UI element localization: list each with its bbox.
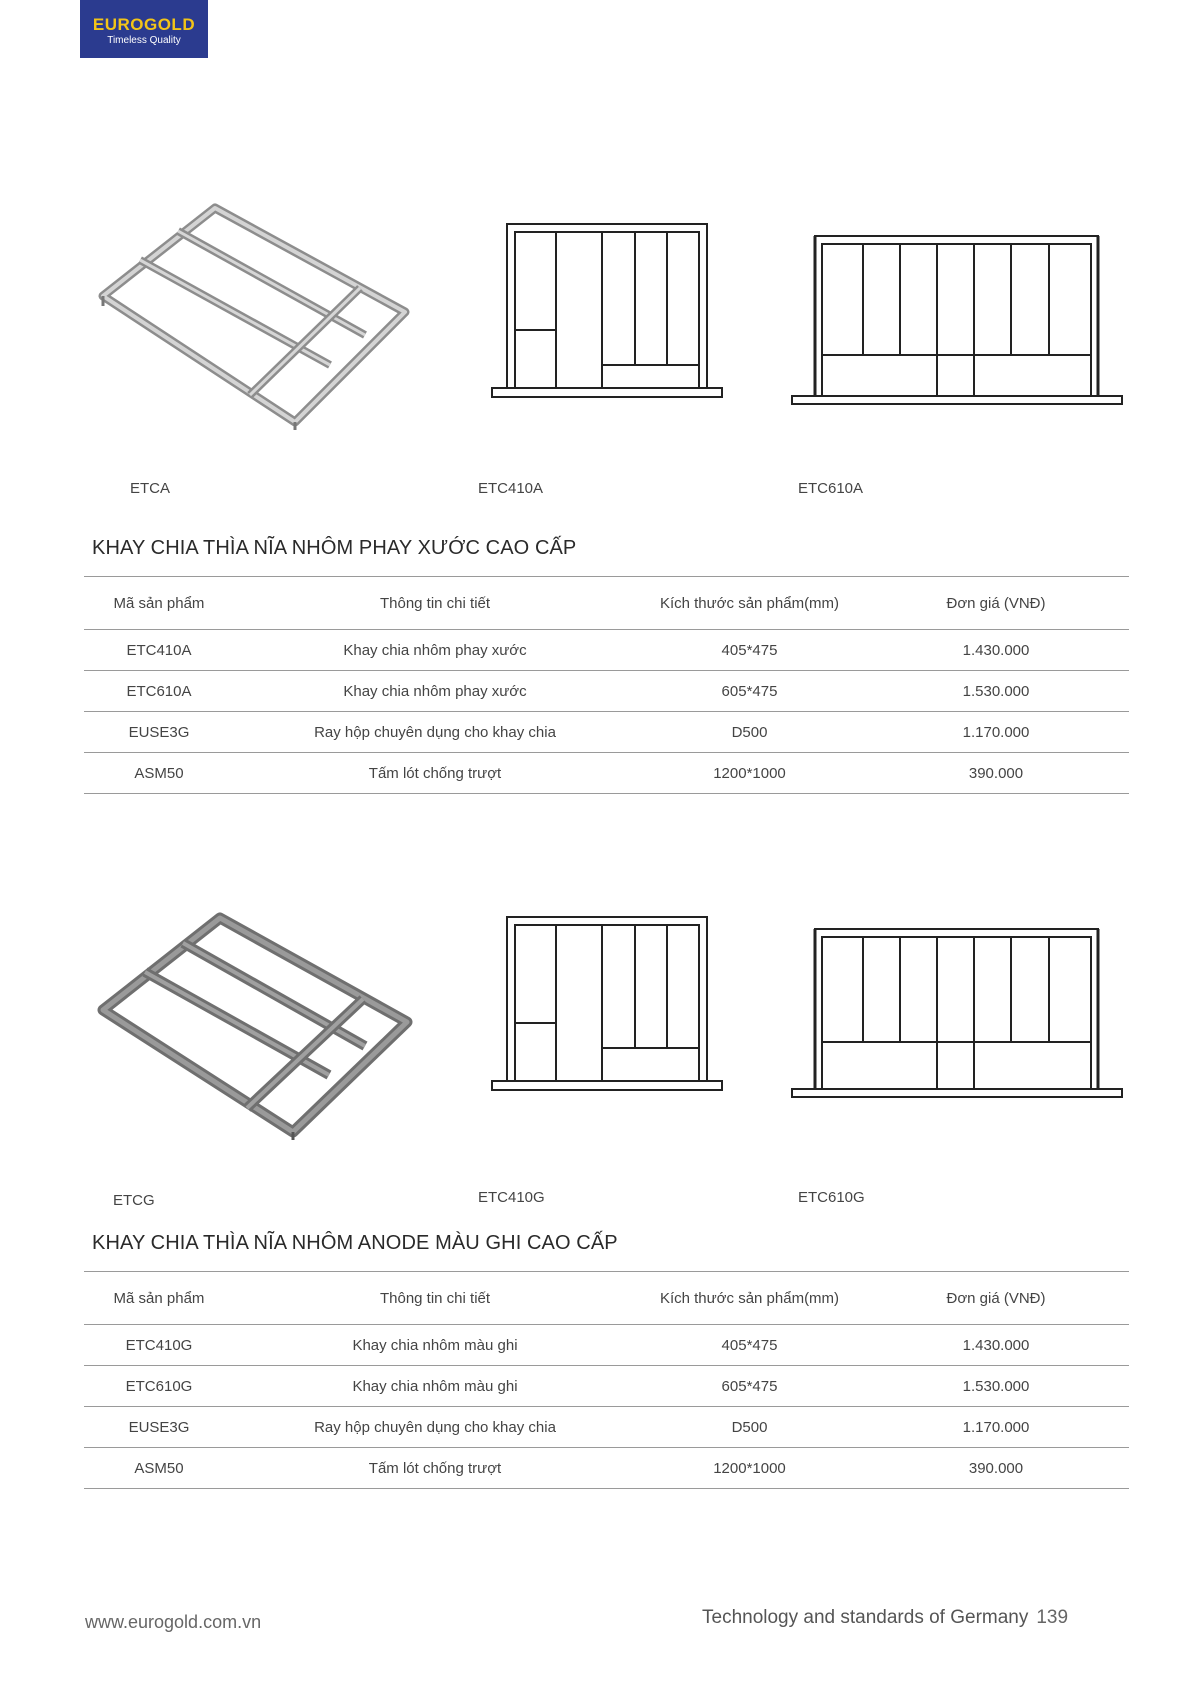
footer-website: www.eurogold.com.vn (85, 1612, 262, 1632)
footer-slogan-block (702, 1607, 1068, 1629)
cell-code: EUSE3G (84, 1407, 234, 1448)
etc410g-drawer-drawing (490, 915, 730, 1107)
caption-etca: ETCA (130, 480, 171, 497)
cell-price: 1.430.000 (863, 630, 1129, 671)
cell-code: ASM50 (84, 753, 234, 794)
cell-details: Ray hộp chuyên dụng cho khay chia (234, 1407, 636, 1448)
price-table-brushed (84, 576, 1129, 794)
etca-tray-illustration (95, 200, 415, 430)
etc610g-drawer-drawing (790, 925, 1130, 1107)
table-row (84, 1407, 1129, 1448)
table-row (84, 630, 1129, 671)
cell-code: ETC410A (84, 630, 234, 671)
cell-code: ASM50 (84, 1448, 234, 1489)
table-header-row (84, 1272, 1129, 1325)
cell-details: Tấm lót chống trượt (234, 1448, 636, 1489)
cell-size: 1200*1000 (636, 753, 863, 794)
cell-details: Khay chia nhôm phay xước (234, 630, 636, 671)
header-product-code: Mã sản phẩm (84, 577, 234, 630)
cell-size: 605*475 (636, 1366, 863, 1407)
footer-slogan: Technology and standards of Germany (702, 1607, 1029, 1628)
price-table-anodized (84, 1271, 1129, 1489)
cell-code: EUSE3G (84, 712, 234, 753)
cell-price: 1.530.000 (863, 1366, 1129, 1407)
caption-etc610a: ETC610A (798, 480, 864, 497)
cell-details: Khay chia nhôm màu ghi (234, 1325, 636, 1366)
cell-size: 605*475 (636, 671, 863, 712)
table-row (84, 753, 1129, 794)
brand-logo (80, 0, 208, 58)
cell-size: D500 (636, 1407, 863, 1448)
cell-code: ETC610G (84, 1366, 234, 1407)
page-number: 139 (1036, 1607, 1069, 1628)
header-size: Kích thước sản phẩm(mm) (636, 577, 863, 630)
caption-etc410g: ETC410G (478, 1189, 545, 1206)
table-row (84, 671, 1129, 712)
caption-etc410a: ETC410A (478, 480, 544, 497)
logo-brand-name: EUROGOLD (92, 15, 196, 34)
cell-price: 1.170.000 (863, 712, 1129, 753)
cell-details: Khay chia nhôm phay xước (234, 671, 636, 712)
cell-price: 390.000 (863, 1448, 1129, 1489)
header-product-code: Mã sản phẩm (84, 1272, 234, 1325)
cell-size: 1200*1000 (636, 1448, 863, 1489)
cell-details: Tấm lót chống trượt (234, 753, 636, 794)
cell-price: 1.430.000 (863, 1325, 1129, 1366)
cell-price: 1.530.000 (863, 671, 1129, 712)
cell-price: 390.000 (863, 753, 1129, 794)
table-row (84, 1325, 1129, 1366)
etc610a-drawer-drawing (790, 232, 1130, 414)
cell-size: 405*475 (636, 630, 863, 671)
cell-details: Khay chia nhôm màu ghi (234, 1366, 636, 1407)
table-row (84, 1448, 1129, 1489)
header-details: Thông tin chi tiết (234, 1272, 636, 1325)
cell-code: ETC410G (84, 1325, 234, 1366)
logo-tagline: Timeless Quality (107, 35, 181, 46)
cell-code: ETC610A (84, 671, 234, 712)
cell-size: D500 (636, 712, 863, 753)
header-size: Kích thước sản phẩm(mm) (636, 1272, 863, 1325)
header-price: Đơn giá (VNĐ) (863, 1272, 1129, 1325)
etcg-tray-illustration (95, 910, 415, 1140)
table-header-row (84, 577, 1129, 630)
header-details: Thông tin chi tiết (234, 577, 636, 630)
cell-price: 1.170.000 (863, 1407, 1129, 1448)
etc410a-drawer-drawing (490, 222, 730, 414)
caption-etc610g: ETC610G (798, 1189, 865, 1206)
cell-details: Ray hộp chuyên dụng cho khay chia (234, 712, 636, 753)
table-row (84, 1366, 1129, 1407)
caption-etcg: ETCG (113, 1192, 155, 1209)
header-price: Đơn giá (VNĐ) (863, 577, 1129, 630)
table-row (84, 712, 1129, 753)
section-title-anodized: KHAY CHIA THÌA NĨA NHÔM ANODE MÀU GHI CAO CẤP (92, 1232, 618, 1254)
section-title-brushed: KHAY CHIA THÌA NĨA NHÔM PHAY XƯỚC CAO CẤP (92, 537, 577, 559)
cell-size: 405*475 (636, 1325, 863, 1366)
